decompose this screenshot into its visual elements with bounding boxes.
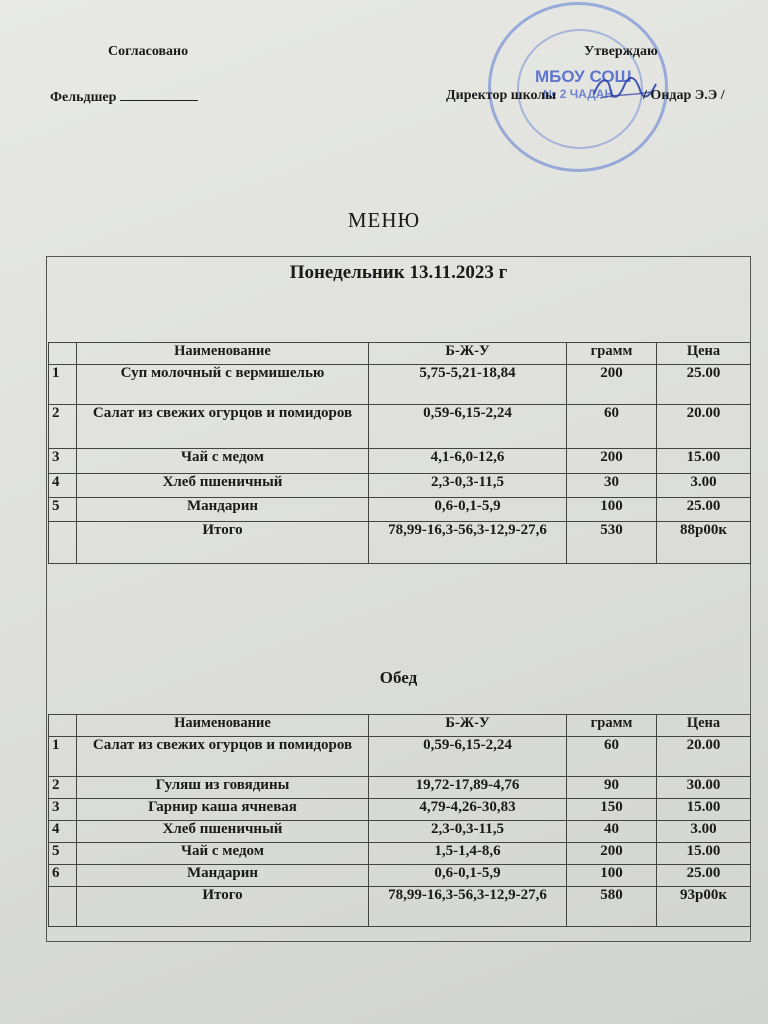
row-number: 1: [49, 737, 77, 777]
total-label: Итого: [77, 522, 369, 564]
signature-line: [120, 88, 198, 101]
row-number: 5: [49, 843, 77, 865]
row-number: 5: [49, 498, 77, 522]
dish-bju: 0,59-6,15-2,24: [369, 737, 567, 777]
total-gram: 580: [567, 887, 657, 927]
dish-price: 3.00: [657, 821, 751, 843]
dish-price: 25.00: [657, 498, 751, 522]
director-label: Директор школы: [446, 88, 557, 103]
col-number: [49, 343, 77, 365]
dish-gram: 100: [567, 865, 657, 887]
row-number: 2: [49, 405, 77, 449]
approval-right-title: Утверждаю: [584, 44, 658, 59]
total-price: 88р00к: [657, 522, 751, 564]
total-gram: 530: [567, 522, 657, 564]
dish-gram: 60: [567, 737, 657, 777]
row-number: 6: [49, 865, 77, 887]
total-price: 93р00к: [657, 887, 751, 927]
day-title: Понедельник 13.11.2023 г: [289, 262, 508, 283]
col-gram: грамм: [567, 715, 657, 737]
dish-bju: 0,59-6,15-2,24: [369, 405, 567, 449]
table-row: [49, 498, 751, 522]
total-bju: 78,99-16,3-56,3-12,9-27,6: [369, 522, 567, 564]
approval-right-sub: [446, 88, 725, 104]
table-header-row: [49, 343, 751, 365]
table-row: [49, 821, 751, 843]
col-name: Наименование: [77, 715, 369, 737]
table-row: [49, 449, 751, 474]
seal-text-2: № 2 ЧАДАН: [543, 87, 614, 101]
col-bju: Б-Ж-У: [369, 715, 567, 737]
table-row: [49, 737, 751, 777]
dish-bju: 2,3-0,3-11,5: [369, 821, 567, 843]
dish-gram: 200: [567, 843, 657, 865]
dish-price: 15.00: [657, 449, 751, 474]
col-bju: Б-Ж-У: [369, 343, 567, 365]
dish-gram: 40: [567, 821, 657, 843]
dish-bju: 19,72-17,89-4,76: [369, 777, 567, 799]
row-number: 4: [49, 821, 77, 843]
dish-name: Мандарин: [77, 865, 369, 887]
dish-price: 15.00: [657, 799, 751, 821]
dish-gram: 200: [567, 449, 657, 474]
dish-price: 3.00: [657, 474, 751, 498]
total-bju: 78,99-16,3-56,3-12,9-27,6: [369, 887, 567, 927]
dish-price: 20.00: [657, 737, 751, 777]
dish-price: 20.00: [657, 405, 751, 449]
col-name: Наименование: [77, 343, 369, 365]
dish-bju: 0,6-0,1-5,9: [369, 498, 567, 522]
dish-bju: 2,3-0,3-11,5: [369, 474, 567, 498]
table-row: [49, 405, 751, 449]
dish-name: Салат из свежих огурцов и помидоров: [77, 737, 369, 777]
total-label: Итого: [77, 887, 369, 927]
col-number: [49, 715, 77, 737]
dish-bju: 0,6-0,1-5,9: [369, 865, 567, 887]
row-number: 3: [49, 799, 77, 821]
dish-price: 30.00: [657, 777, 751, 799]
col-price: Цена: [657, 715, 751, 737]
table-header-row: [49, 715, 751, 737]
dish-name: Чай с медом: [77, 843, 369, 865]
seal-text: МБОУ СОШ: [535, 67, 632, 86]
total-number: [49, 887, 77, 927]
col-price: Цена: [657, 343, 751, 365]
table-row: [49, 799, 751, 821]
table-row: [49, 843, 751, 865]
total-row: [49, 522, 751, 564]
approval-left-title: Согласовано: [108, 44, 189, 59]
dish-gram: 90: [567, 777, 657, 799]
row-number: 2: [49, 777, 77, 799]
dish-bju: 4,1-6,0-12,6: [369, 449, 567, 474]
dish-gram: 100: [567, 498, 657, 522]
dish-price: 25.00: [657, 865, 751, 887]
approval-left-sub: [50, 88, 198, 106]
dish-bju: 4,79-4,26-30,83: [369, 799, 567, 821]
dish-gram: 150: [567, 799, 657, 821]
total-number: [49, 522, 77, 564]
table-row: [49, 365, 751, 405]
lunch-title: Обед: [379, 668, 418, 687]
dish-name: Хлеб пшеничный: [77, 474, 369, 498]
table-row: [49, 474, 751, 498]
breakfast-table: [48, 342, 751, 564]
dish-bju: 1,5-1,4-8,6: [369, 843, 567, 865]
medic-label: Фельдшер: [50, 90, 117, 105]
lunch-table: [48, 714, 751, 927]
row-number: 3: [49, 449, 77, 474]
dish-name: Салат из свежих огурцов и помидоров: [77, 405, 369, 449]
row-number: 4: [49, 474, 77, 498]
dish-name: Хлеб пшеничный: [77, 821, 369, 843]
table-row: [49, 865, 751, 887]
dish-bju: 5,75-5,21-18,84: [369, 365, 567, 405]
dish-name: Гарнир каша ячневая: [77, 799, 369, 821]
dish-price: 25.00: [657, 365, 751, 405]
director-name: / Ондар Э.Э /: [643, 88, 725, 103]
row-number: 1: [49, 365, 77, 405]
dish-gram: 30: [567, 474, 657, 498]
dish-name: Мандарин: [77, 498, 369, 522]
dish-name: Чай с медом: [77, 449, 369, 474]
dish-name: Гуляш из говядины: [77, 777, 369, 799]
dish-price: 15.00: [657, 843, 751, 865]
dish-name: Суп молочный с вермишелью: [77, 365, 369, 405]
dish-gram: 60: [567, 405, 657, 449]
dish-gram: 200: [567, 365, 657, 405]
col-gram: грамм: [567, 343, 657, 365]
page-title: МЕНЮ: [347, 208, 421, 232]
table-row: [49, 777, 751, 799]
total-row: [49, 887, 751, 927]
